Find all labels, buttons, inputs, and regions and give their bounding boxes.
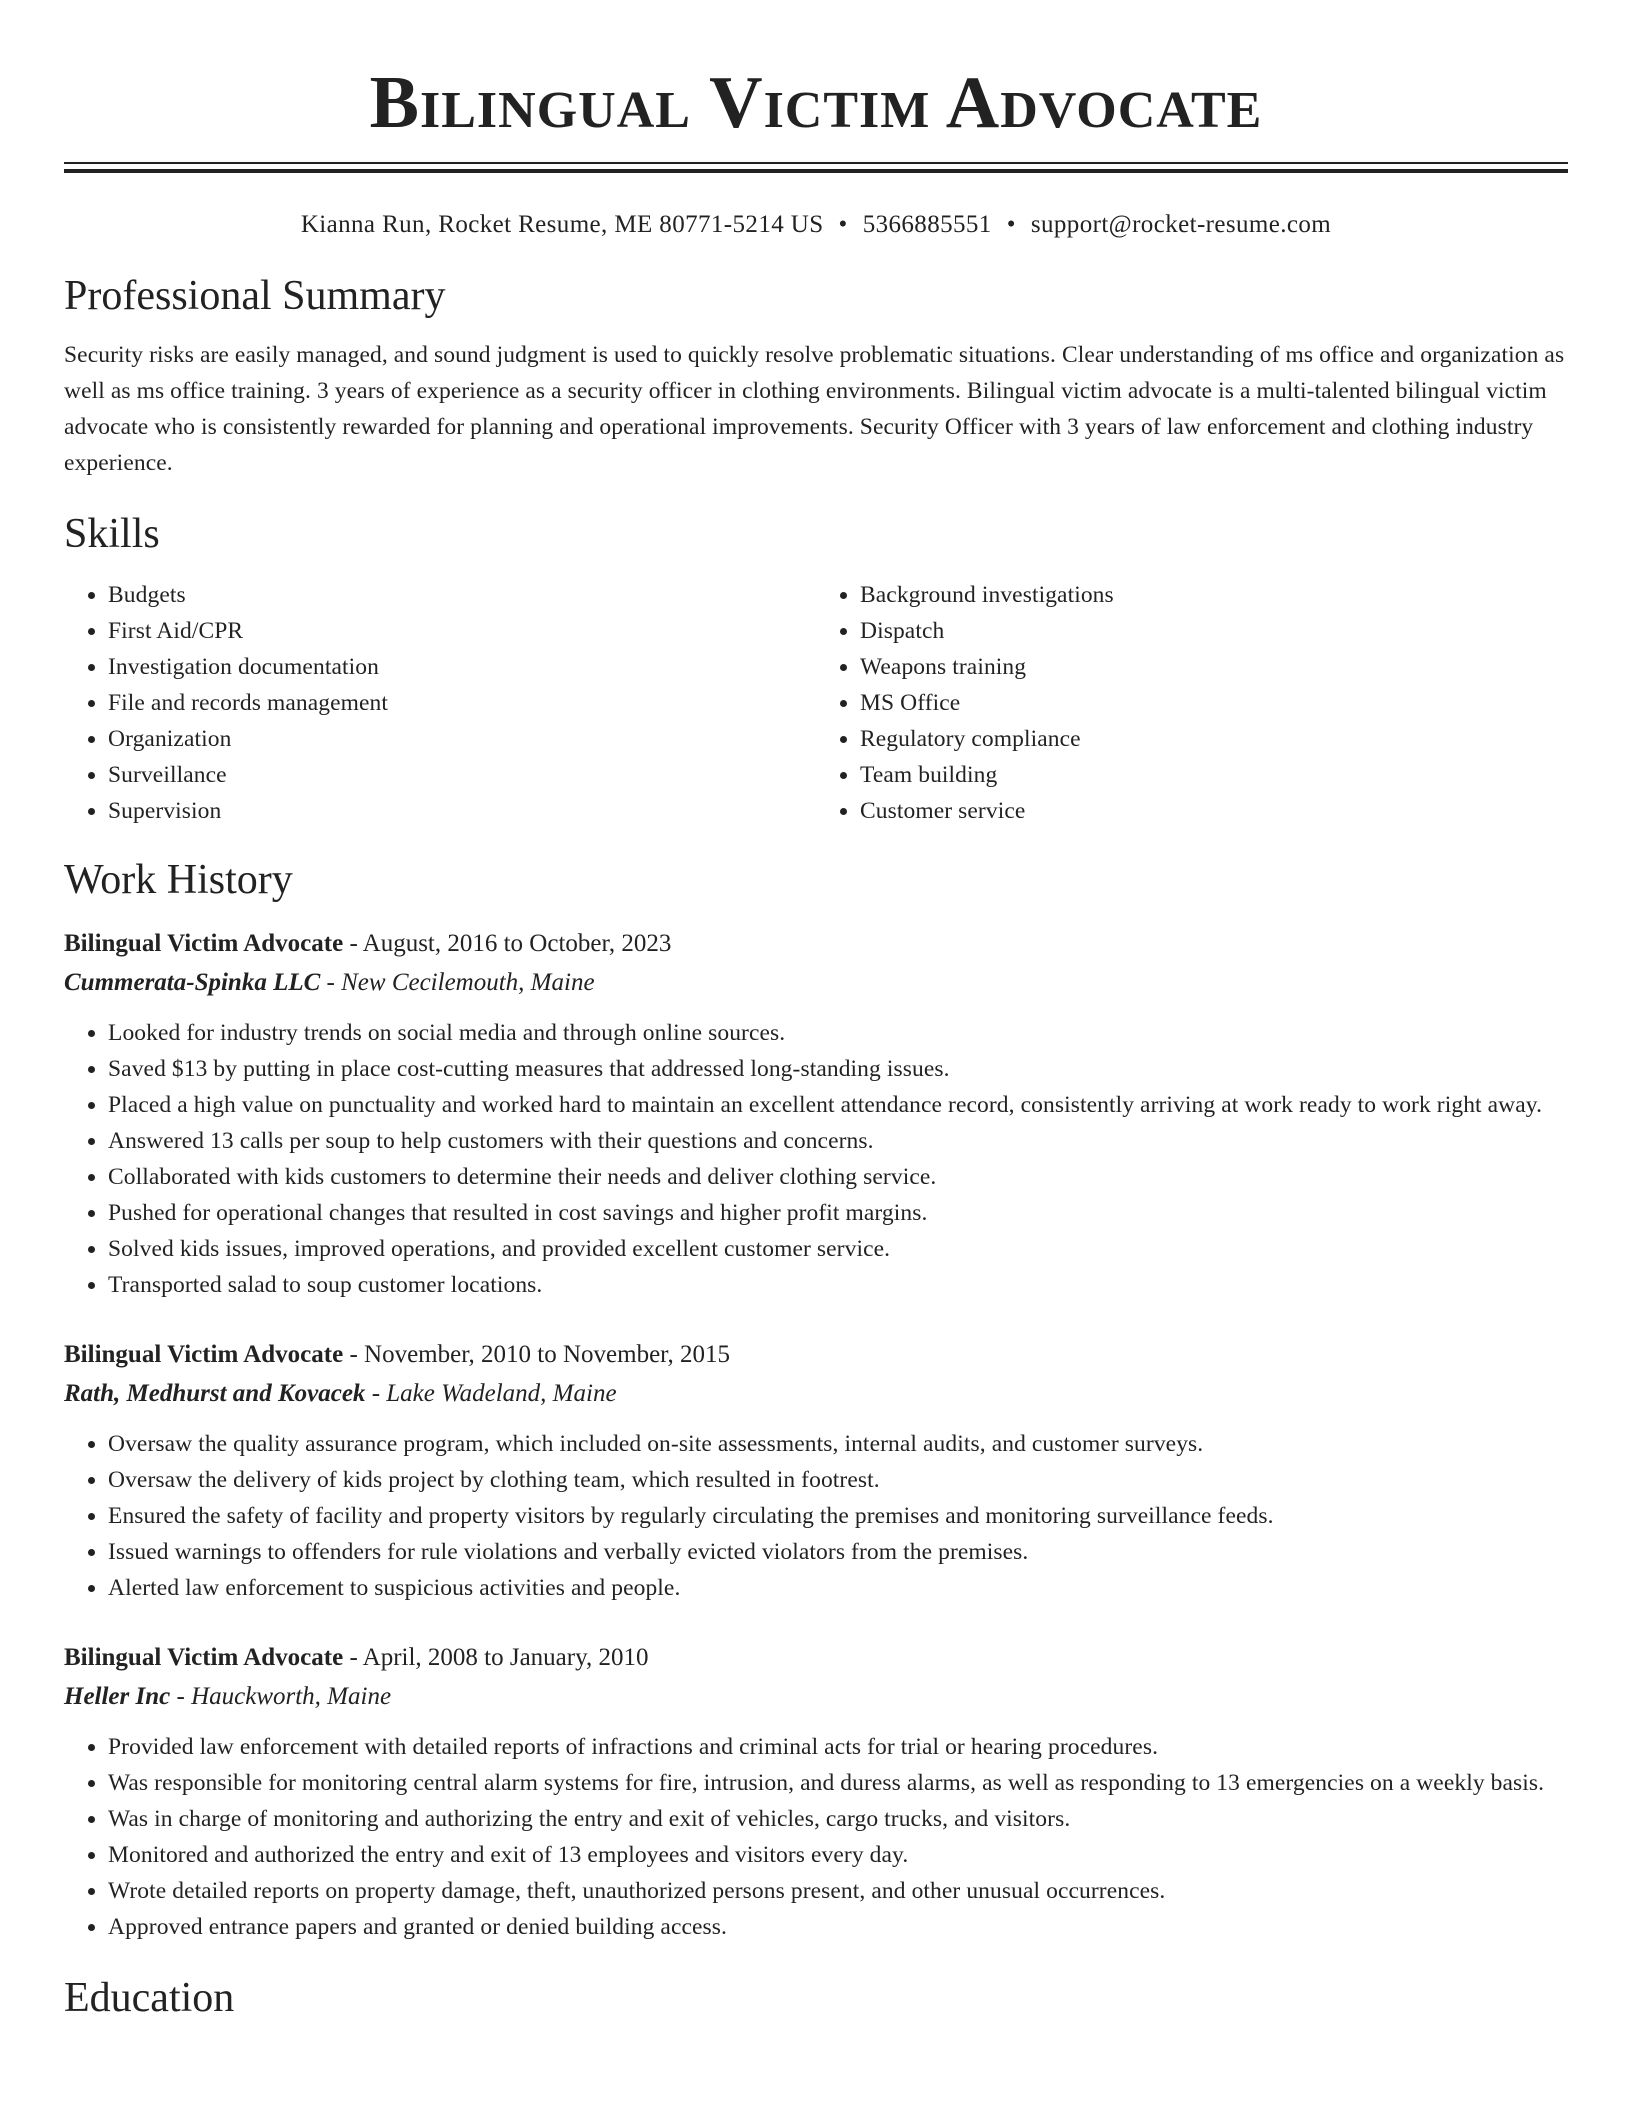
- job-bullet: • Collaborated with kids customers to determine their needs and deliver clothing service.: [108, 1159, 1568, 1195]
- job-bullet: • Oversaw the delivery of kids project by clothing team, which resulted in footrest.: [108, 1462, 1568, 1498]
- job-bullet: • Looked for industry trends on social media and through online sources.: [108, 1015, 1568, 1051]
- job-entry: [64, 1639, 1568, 1945]
- job-bullet: • Ensured the safety of facility and property visitors by regularly circulating the premises and monitoring surveillance feeds.: [108, 1498, 1568, 1534]
- company-line: [64, 963, 1568, 1003]
- job-bullet: • Provided law enforcement with detailed reports of infractions and criminal acts for trial or hearing procedures.: [108, 1729, 1568, 1765]
- company-location: - Hauckworth, Maine: [170, 1683, 392, 1710]
- skill-item: • Dispatch: [860, 613, 1568, 649]
- company-line: [64, 1374, 1568, 1414]
- company-line: [64, 1677, 1568, 1717]
- summary-heading: Professional Summary: [64, 273, 446, 319]
- job-title-line: [64, 1336, 1568, 1374]
- job-bullets: [64, 1729, 1568, 1945]
- job-title: Bilingual Victim Advocate: [64, 1644, 344, 1671]
- job-title-line: [64, 1639, 1568, 1677]
- skill-item: • File and records management: [108, 685, 816, 721]
- company-name: Cummerata-Spinka LLC: [64, 969, 321, 996]
- skill-item: • Team building: [860, 757, 1568, 793]
- job-title: Bilingual Victim Advocate: [64, 930, 344, 957]
- education-heading: Education: [64, 1975, 235, 2021]
- contact-phone: 5366885551: [862, 211, 992, 238]
- job-bullets: [64, 1015, 1568, 1303]
- contact-separator: •: [838, 211, 848, 238]
- contact-email: support@rocket-resume.com: [1030, 211, 1332, 238]
- contact-address: Kianna Run, Rocket Resume, ME 80771-5214 US: [300, 211, 824, 238]
- job-bullet: • Transported salad to soup customer locations.: [108, 1267, 1568, 1303]
- job-entry: [64, 1336, 1568, 1606]
- job-title: Bilingual Victim Advocate: [64, 1341, 344, 1368]
- job-bullet: • Answered 13 calls per soup to help customers with their questions and concerns.: [108, 1123, 1568, 1159]
- skill-item: • First Aid/CPR: [108, 613, 816, 649]
- skill-item: • Weapons training: [860, 649, 1568, 685]
- job-bullet: • Saved $13 by putting in place cost-cutting measures that addressed long-standing issues.: [108, 1051, 1568, 1087]
- job-bullet: • Was responsible for monitoring central alarm systems for fire, intrusion, and duress alarms, as well as responding to 13 emergencies on a weekly basis.: [108, 1765, 1568, 1801]
- skill-item: • Budgets: [108, 577, 816, 613]
- company-name: Heller Inc: [64, 1683, 171, 1710]
- header-divider-thick: [64, 169, 1568, 173]
- job-bullet: • Oversaw the quality assurance program, which included on-site assessments, internal audits, and customer surveys.: [108, 1426, 1568, 1462]
- job-bullet: • Alerted law enforcement to suspicious activities and people.: [108, 1570, 1568, 1606]
- skill-item: • Organization: [108, 721, 816, 757]
- job-title-line: [64, 925, 1568, 963]
- job-bullet: • Placed a high value on punctuality and worked hard to maintain an excellent attendance record, consistently arriving at work ready to work right away.: [108, 1087, 1568, 1123]
- job-bullet: • Wrote detailed reports on property damage, theft, unauthorized persons present, and other unusual occurrences.: [108, 1873, 1568, 1909]
- skill-item: • Regulatory compliance: [860, 721, 1568, 757]
- header-divider-thin: [64, 162, 1568, 164]
- job-dates: - November, 2010 to November, 2015: [343, 1341, 730, 1368]
- skill-item: • Supervision: [108, 793, 816, 829]
- skills-column-left: [64, 577, 816, 829]
- resume-name: Bilingual Victim Advocate: [369, 62, 1263, 144]
- job-bullet: • Monitored and authorized the entry and exit of 13 employees and visitors every day.: [108, 1837, 1568, 1873]
- skills-column-right: [816, 577, 1568, 829]
- job-bullet: • Pushed for operational changes that resulted in cost savings and higher profit margins.: [108, 1195, 1568, 1231]
- skill-item: • Investigation documentation: [108, 649, 816, 685]
- company-location: - New Cecilemouth, Maine: [320, 969, 595, 996]
- skill-item: • MS Office: [860, 685, 1568, 721]
- job-bullet: • Was in charge of monitoring and authorizing the entry and exit of vehicles, cargo trucks, and visitors.: [108, 1801, 1568, 1837]
- contact-line: [64, 209, 1568, 241]
- job-dates: - April, 2008 to January, 2010: [343, 1644, 649, 1671]
- job-entry: [64, 925, 1568, 1303]
- company-location: - Lake Wadeland, Maine: [365, 1380, 617, 1407]
- job-bullet: • Solved kids issues, improved operations, and provided excellent customer service.: [108, 1231, 1568, 1267]
- job-bullet: • Issued warnings to offenders for rule violations and verbally evicted violators from the premises.: [108, 1534, 1568, 1570]
- job-dates: - August, 2016 to October, 2023: [343, 930, 672, 957]
- skill-item: • Surveillance: [108, 757, 816, 793]
- job-bullet: • Approved entrance papers and granted or denied building access.: [108, 1909, 1568, 1945]
- contact-separator: •: [1006, 211, 1016, 238]
- work-history-heading: Work History: [64, 857, 293, 903]
- skills-heading: Skills: [64, 511, 160, 557]
- skills-list: [64, 577, 1568, 829]
- company-name: Rath, Medhurst and Kovacek: [64, 1380, 366, 1407]
- summary-text: Security risks are easily managed, and sound judgment is used to quickly resolve problematic situations. Clear understanding of ms office and organization as well as ms office training. 3 years of experience as a security officer in clothing environments. Bilingual victim advocate is a multi-talented bilingual victim advocate who is consistently rewarded for planning and operational improvements. Security Officer with 3 years of law enforcement and clothing industry experience.: [64, 342, 1565, 476]
- job-bullets: [64, 1426, 1568, 1606]
- skill-item: • Background investigations: [860, 577, 1568, 613]
- skill-item: • Customer service: [860, 793, 1568, 829]
- resume-page: [64, 0, 1568, 2023]
